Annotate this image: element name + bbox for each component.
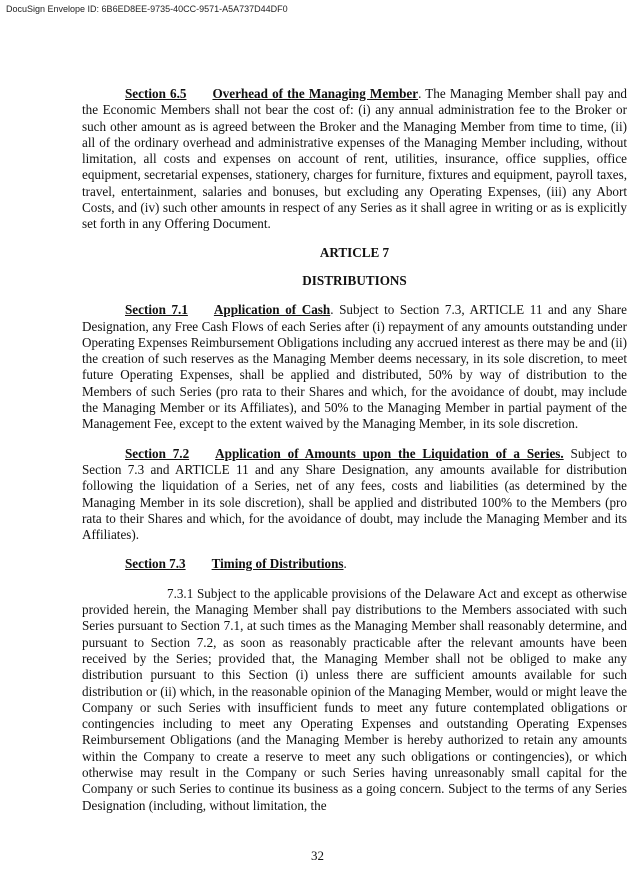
page-number: 32 [311,848,324,863]
section-text: . [343,556,347,572]
section-7-3-heading [82,556,627,572]
section-number: Section 7.3 [125,556,186,572]
section-title: Application of Cash [213,302,331,318]
section-title: Overhead of the Managing Member [212,86,419,101]
section-text: . Subject to Section 7.3, ARTICLE 11 and any Share Designation, any Free Cash Flows of each Series after (i) repayment of any amounts outstanding under Operating Expenses Reimbursement Obligations including any accrued interest as there may be and (ii) the creation of such reserves as the Managing Member deems necessary, in its sole discretion, to meet future Operating Expenses, shall be applied and distributed, 50% by way of distribution to the Members of such Series (pro rata to their Shares and which, for the avoidance of doubt, may include the Managing Member or its Affiliates), and 50% to the Managing Member in partial payment of the Management Fee, except to the extent waived by the Managing Member, in its sole discretion. [82,302,628,432]
section-number: Section 7.1 [125,302,188,318]
subsection-7-3-1-paragraph: 7.3.1 Subject to the applicable provisions of the Delaware Act and except as otherwise provided herein, the Managing Member shall pay distributions to the Members associated with such Series pursuant to Section 7.1, at such times as the Managing Member shall reasonably determine, and pursuant to Section 7.2, as soon as reasonably practicable after the relevant amounts have been received by the Series; provided that, the Managing Member shall not be obliged to make any distribution pursuant to this Section (i) unless there are sufficient amounts available for such distribution or (ii) which, in the reasonable opinion of the Managing Member, would or might leave the Company or such Series with insufficient funds to meet any future contemplated obligations or contingencies including to meet any Operating Expenses and outstanding Operating Expenses Reimbursement Obligations (and the Managing Member is hereby authorized to retain any amounts within the Company to create a reserve to meet any such obligations or contingencies), or which otherwise may result in the Company or such Series having unreasonably small capital for the Company or such Series to continue its business as a going concern. Subject to the terms of any Series Designation (including, without limitation, the [82,585,627,813]
section-title: Application of Amounts upon the Liquidation of a Series. [215,445,564,461]
envelope-id: DocuSign Envelope ID: 6B6ED8EE-9735-40CC-9571-A5A737D44DF0 [6,4,288,14]
section-title: Timing of Distributions [211,556,344,572]
document-body [82,86,627,814]
section-text: Subject to Section 7.3 and ARTICLE 11 and any Share Designation, any amounts available for distribution following the liquidation of a Series, net of any fees, costs and liabilities (as determined by the Managing Member in its sole discretion), shall be applied and distributed 100% to the Members (pro rata to their Shares and which, for the avoidance of doubt, may include the Managing Member and its Affiliates). [82,445,627,543]
section-number: Section 6.5 [125,86,187,101]
article-title: DISTRIBUTIONS [302,272,407,288]
section-text: . The Managing Member shall pay and the Economic Members shall not bear the cost of: (i) any annual administration fee to the Broker or such other amount as is agreed between the Broker and the Managing Member from time to time, (ii) all of the ordinary overhead and administrative expenses of the Managing Member including, without limitation, all costs and expenses on account of rent, utilities, insurance, office supplies, office equipment, secretarial expenses, stationery, charges for furniture, fixtures and equipment, payroll taxes, travel, entertainment, salaries and bonuses, but excluding any Operating Expenses, (iii) any Abort Costs, and (iv) such other amounts in respect of any Series as it shall agree in writing or as is explicitly set forth in any Offering Document. [82,86,627,232]
section-7-2-paragraph [82,446,627,544]
section-7-1-paragraph [82,302,627,432]
article-heading: ARTICLE 7 [319,244,390,260]
section-6-5-paragraph [82,86,627,233]
section-number: Section 7.2 [125,445,190,461]
